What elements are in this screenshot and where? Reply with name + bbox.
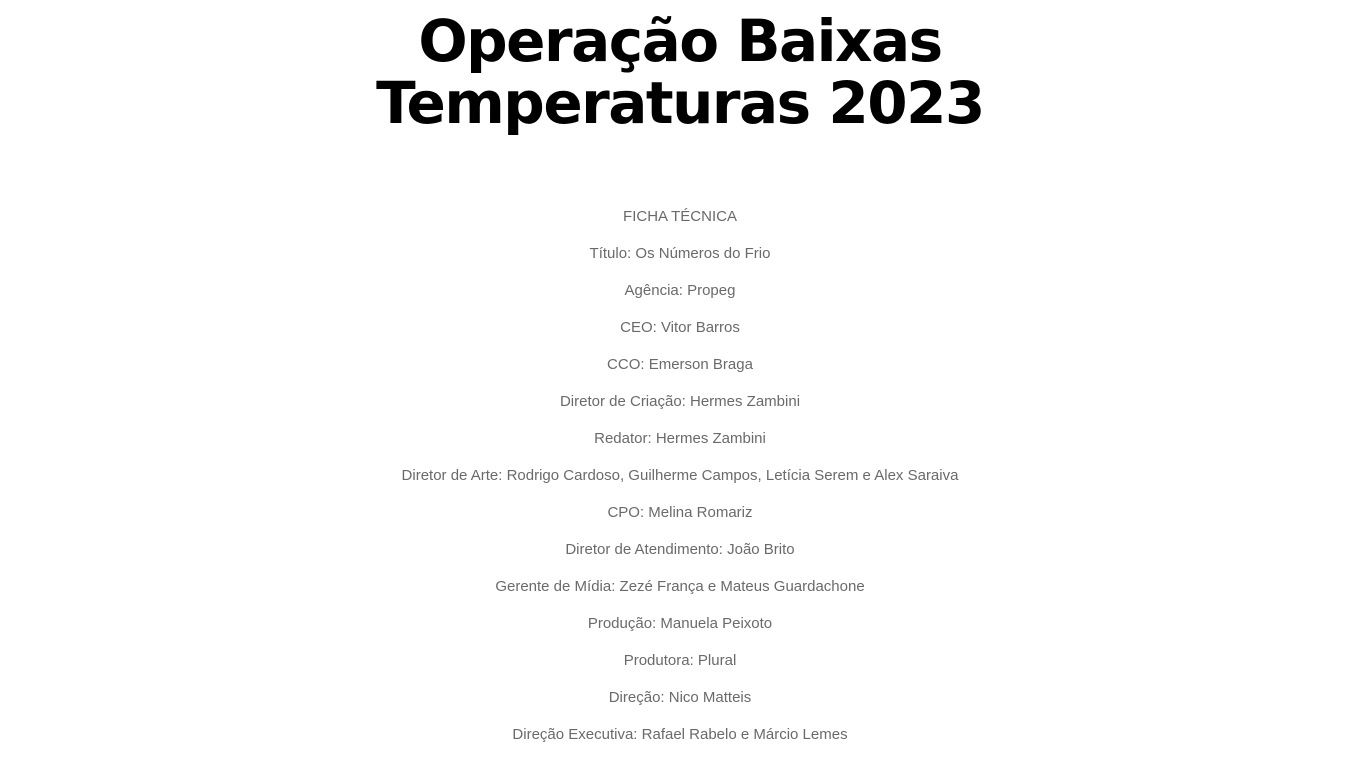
- credit-copywriter: Redator: Hermes Zambini: [594, 430, 766, 447]
- credit-ceo: CEO: Vitor Barros: [620, 319, 740, 336]
- credits-heading: FICHA TÉCNICA: [623, 208, 737, 225]
- article-title: [0, 7, 1360, 137]
- article-title-line-2: Temperaturas 2023: [376, 69, 984, 137]
- credit-production: Produção: Manuela Peixoto: [587, 615, 773, 632]
- credit-creative-director: Diretor de Criação: Hermes Zambini: [559, 393, 801, 410]
- credit-account-director: Diretor de Atendimento: João Brito: [565, 541, 795, 558]
- credit-media-manager: Gerente de Mídia: Zezé França e Mateus Guardachone: [495, 578, 865, 595]
- credit-cco: CCO: Emerson Braga: [607, 356, 753, 373]
- credit-title: Título: Os Números do Frio: [589, 245, 771, 262]
- credits-list: [0, 205, 1360, 760]
- credit-cpo: CPO: Melina Romariz: [607, 504, 753, 521]
- credit-executive-direction: Direção Executiva: Rafael Rabelo e Márcio Lemes: [512, 726, 848, 743]
- credit-agency: Agência: Propeg: [624, 282, 736, 299]
- article-title-line-1: Operação Baixas: [418, 7, 942, 75]
- credit-art-director: Diretor de Arte: Rodrigo Cardoso, Guilherme Campos, Letícia Serem e Alex Saraiva: [401, 467, 959, 484]
- credit-production-company: Produtora: Plural: [623, 652, 737, 669]
- credit-direction: Direção: Nico Matteis: [608, 689, 752, 706]
